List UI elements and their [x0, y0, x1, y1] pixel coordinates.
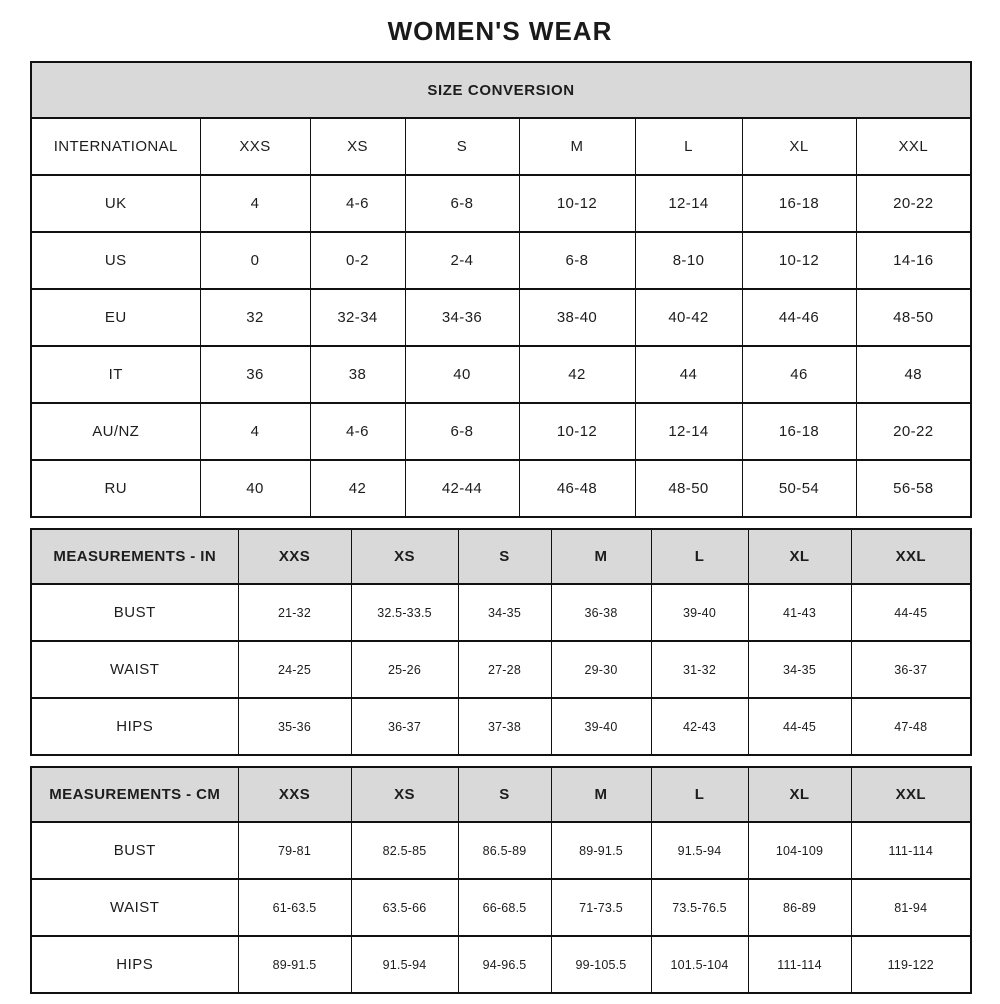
cell: 39-40 — [651, 584, 748, 641]
table-row — [31, 936, 971, 993]
cell: 16-18 — [742, 175, 856, 232]
cell: 21-32 — [238, 584, 351, 641]
column-header: XXS — [238, 767, 351, 822]
cell: 36-37 — [851, 641, 971, 698]
row-label: UK — [31, 175, 200, 232]
cell: 36-38 — [551, 584, 651, 641]
cell: M — [519, 118, 635, 175]
cell: 71-73.5 — [551, 879, 651, 936]
cell: 40-42 — [635, 289, 742, 346]
column-header: M — [551, 767, 651, 822]
cell: 10-12 — [519, 403, 635, 460]
cell: 46-48 — [519, 460, 635, 517]
cell: 91.5-94 — [351, 936, 458, 993]
cell: 44-45 — [748, 698, 851, 755]
cell: 36-37 — [351, 698, 458, 755]
cell: 4-6 — [310, 175, 405, 232]
row-label: EU — [31, 289, 200, 346]
cell: 27-28 — [458, 641, 551, 698]
measurements-in-table — [30, 528, 972, 756]
row-label: WAIST — [31, 641, 238, 698]
cell: 89-91.5 — [238, 936, 351, 993]
cell: XXL — [856, 118, 971, 175]
table-row — [31, 289, 971, 346]
row-label: US — [31, 232, 200, 289]
cell: 44-45 — [851, 584, 971, 641]
cell: 16-18 — [742, 403, 856, 460]
cell: 10-12 — [742, 232, 856, 289]
size-conversion-table — [30, 61, 972, 518]
cell: 48 — [856, 346, 971, 403]
cell: 46 — [742, 346, 856, 403]
row-label: INTERNATIONAL — [31, 118, 200, 175]
table-banner-row — [31, 62, 971, 118]
cell: 73.5-76.5 — [651, 879, 748, 936]
cell: 6-8 — [405, 403, 519, 460]
cell: 40 — [200, 460, 310, 517]
cell: 47-48 — [851, 698, 971, 755]
cell: 12-14 — [635, 403, 742, 460]
table-header-row — [31, 767, 971, 822]
row-label: WAIST — [31, 879, 238, 936]
table-row — [31, 403, 971, 460]
cell: 79-81 — [238, 822, 351, 879]
cell: 4 — [200, 403, 310, 460]
column-header: L — [651, 767, 748, 822]
cell: 36 — [200, 346, 310, 403]
cell: 31-32 — [651, 641, 748, 698]
cell: 82.5-85 — [351, 822, 458, 879]
row-label: AU/NZ — [31, 403, 200, 460]
row-label: BUST — [31, 822, 238, 879]
table-row — [31, 584, 971, 641]
cell: 32 — [200, 289, 310, 346]
table-row — [31, 822, 971, 879]
column-header: XXL — [851, 767, 971, 822]
cell: 42-43 — [651, 698, 748, 755]
page — [30, 0, 970, 994]
cell: 20-22 — [856, 403, 971, 460]
table-row — [31, 232, 971, 289]
table-row — [31, 879, 971, 936]
cell: 4-6 — [310, 403, 405, 460]
column-header: XL — [748, 767, 851, 822]
cell: 14-16 — [856, 232, 971, 289]
cell: 111-114 — [851, 822, 971, 879]
table-row — [31, 346, 971, 403]
cell: 8-10 — [635, 232, 742, 289]
cell: 48-50 — [635, 460, 742, 517]
cell: 39-40 — [551, 698, 651, 755]
cell: 56-58 — [856, 460, 971, 517]
table-row — [31, 460, 971, 517]
row-label: HIPS — [31, 698, 238, 755]
cell: 29-30 — [551, 641, 651, 698]
cell: 101.5-104 — [651, 936, 748, 993]
cell: 119-122 — [851, 936, 971, 993]
measurements-cm-title: MEASUREMENTS - CM — [31, 767, 238, 822]
cell: 94-96.5 — [458, 936, 551, 993]
cell: 25-26 — [351, 641, 458, 698]
cell: 86.5-89 — [458, 822, 551, 879]
cell: 111-114 — [748, 936, 851, 993]
size-conversion-title: SIZE CONVERSION — [31, 62, 971, 118]
table-row — [31, 118, 971, 175]
cell: 35-36 — [238, 698, 351, 755]
page-title: WOMEN'S WEAR — [387, 16, 613, 46]
cell: 40 — [405, 346, 519, 403]
cell: 24-25 — [238, 641, 351, 698]
cell: 10-12 — [519, 175, 635, 232]
column-header: XXL — [851, 529, 971, 584]
cell: 37-38 — [458, 698, 551, 755]
cell: 81-94 — [851, 879, 971, 936]
cell: 42-44 — [405, 460, 519, 517]
table-header-row — [31, 529, 971, 584]
row-label: BUST — [31, 584, 238, 641]
column-header: S — [458, 767, 551, 822]
column-header: XS — [351, 767, 458, 822]
cell: 34-36 — [405, 289, 519, 346]
column-header: M — [551, 529, 651, 584]
cell: 50-54 — [742, 460, 856, 517]
column-header: S — [458, 529, 551, 584]
cell: 4 — [200, 175, 310, 232]
cell: 6-8 — [405, 175, 519, 232]
measurements-in-title: MEASUREMENTS - IN — [31, 529, 238, 584]
table-row — [31, 698, 971, 755]
column-header: XXS — [238, 529, 351, 584]
cell: 32.5-33.5 — [351, 584, 458, 641]
cell: 34-35 — [458, 584, 551, 641]
row-label: RU — [31, 460, 200, 517]
cell: 63.5-66 — [351, 879, 458, 936]
cell: 99-105.5 — [551, 936, 651, 993]
cell: 0 — [200, 232, 310, 289]
cell: S — [405, 118, 519, 175]
cell: 44-46 — [742, 289, 856, 346]
cell: 41-43 — [748, 584, 851, 641]
cell: 34-35 — [748, 641, 851, 698]
cell: 6-8 — [519, 232, 635, 289]
row-label: HIPS — [31, 936, 238, 993]
cell: 91.5-94 — [651, 822, 748, 879]
cell: 48-50 — [856, 289, 971, 346]
cell: 104-109 — [748, 822, 851, 879]
column-header: L — [651, 529, 748, 584]
cell: 66-68.5 — [458, 879, 551, 936]
cell: 44 — [635, 346, 742, 403]
cell: XS — [310, 118, 405, 175]
cell: 12-14 — [635, 175, 742, 232]
cell: 38 — [310, 346, 405, 403]
cell: 42 — [310, 460, 405, 517]
cell: 0-2 — [310, 232, 405, 289]
cell: 32-34 — [310, 289, 405, 346]
cell: 2-4 — [405, 232, 519, 289]
column-header: XS — [351, 529, 458, 584]
column-header: XL — [748, 529, 851, 584]
cell: L — [635, 118, 742, 175]
cell: 61-63.5 — [238, 879, 351, 936]
table-row — [31, 641, 971, 698]
cell: 86-89 — [748, 879, 851, 936]
cell: 38-40 — [519, 289, 635, 346]
row-label: IT — [31, 346, 200, 403]
cell: XXS — [200, 118, 310, 175]
cell: 20-22 — [856, 175, 971, 232]
table-row — [31, 175, 971, 232]
cell: 42 — [519, 346, 635, 403]
cell: 89-91.5 — [551, 822, 651, 879]
measurements-cm-table — [30, 766, 972, 994]
cell: XL — [742, 118, 856, 175]
